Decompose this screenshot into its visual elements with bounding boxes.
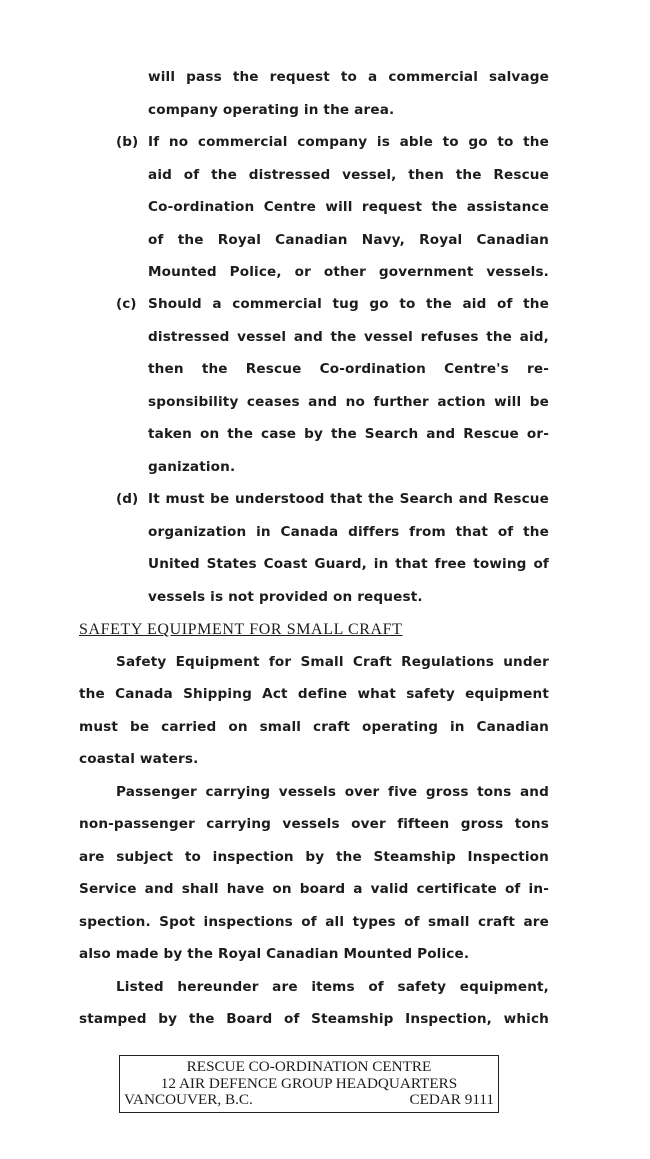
item-b-line: Mounted Police, or other government vessels.: [148, 264, 549, 280]
paragraph-line: stamped by the Board of Steamship Inspection, which: [79, 1011, 549, 1027]
item-c-line: taken on the case by the Search and Rescue or-: [148, 426, 549, 442]
item-b-line: Co-ordination Centre will request the assistance: [148, 199, 549, 215]
item-c-line: then the Rescue Co-ordination Centre's re-: [148, 361, 549, 377]
paragraph-line: must be carried on small craft operating in Canadian: [79, 719, 549, 735]
stamp-line-location: [124, 1092, 494, 1109]
paragraph-line: non-passenger carrying vessels over fifteen gross tons: [79, 816, 549, 832]
paragraph-line: coastal waters.: [79, 751, 199, 767]
paragraph-line: Listed hereunder are items of safety equipment,: [116, 979, 549, 995]
stamp-phone: CEDAR 9111: [409, 1091, 494, 1108]
address-stamp: [119, 1055, 499, 1113]
item-d-line: It must be understood that the Search and Rescue: [148, 491, 549, 507]
item-c-label: (c): [116, 296, 137, 312]
continuation-line: company operating in the area.: [148, 102, 395, 118]
item-b-line: aid of the distressed vessel, then the Rescue: [148, 167, 549, 183]
item-c-line: distressed vessel and the vessel refuses the aid,: [148, 329, 549, 345]
item-b-line: If no commercial company is able to go to the: [148, 134, 549, 150]
item-c-line: Should a commercial tug go to the aid of the: [148, 296, 549, 312]
stamp-line-headquarters: 12 AIR DEFENCE GROUP HEADQUARTERS: [160, 1074, 458, 1092]
paragraph-line: also made by the Royal Canadian Mounted Police.: [79, 946, 470, 962]
item-b-line: of the Royal Canadian Navy, Royal Canadian: [148, 232, 549, 248]
continuation-line: will pass the request to a commercial salvage: [148, 69, 549, 85]
section-heading: SAFETY EQUIPMENT FOR SMALL CRAFT: [79, 621, 403, 638]
item-d-line: vessels is not provided on request.: [148, 589, 423, 605]
item-d-label: (d): [116, 491, 139, 507]
paragraph-line: Service and shall have on board a valid certificate of in-: [79, 881, 549, 897]
stamp-city: VANCOUVER, B.C.: [124, 1091, 253, 1108]
item-d-line: organization in Canada differs from that of the: [148, 524, 549, 540]
paragraph-line: Safety Equipment for Small Craft Regulations under: [116, 654, 549, 670]
paragraph-line: the Canada Shipping Act define what safety equipment: [79, 686, 549, 702]
paragraph-line: spection. Spot inspections of all types of small craft are: [79, 914, 549, 930]
item-d-line: United States Coast Guard, in that free towing of: [148, 556, 549, 572]
item-c-line: sponsibility ceases and no further action will be: [148, 394, 549, 410]
paragraph-line: are subject to inspection by the Steamship Inspection: [79, 849, 549, 865]
paragraph-line: Passenger carrying vessels over five gross tons and: [116, 784, 549, 800]
stamp-line-organization: RESCUE CO-ORDINATION CENTRE: [186, 1058, 432, 1075]
item-b-label: (b): [116, 134, 139, 150]
item-c-line: ganization.: [148, 459, 236, 475]
